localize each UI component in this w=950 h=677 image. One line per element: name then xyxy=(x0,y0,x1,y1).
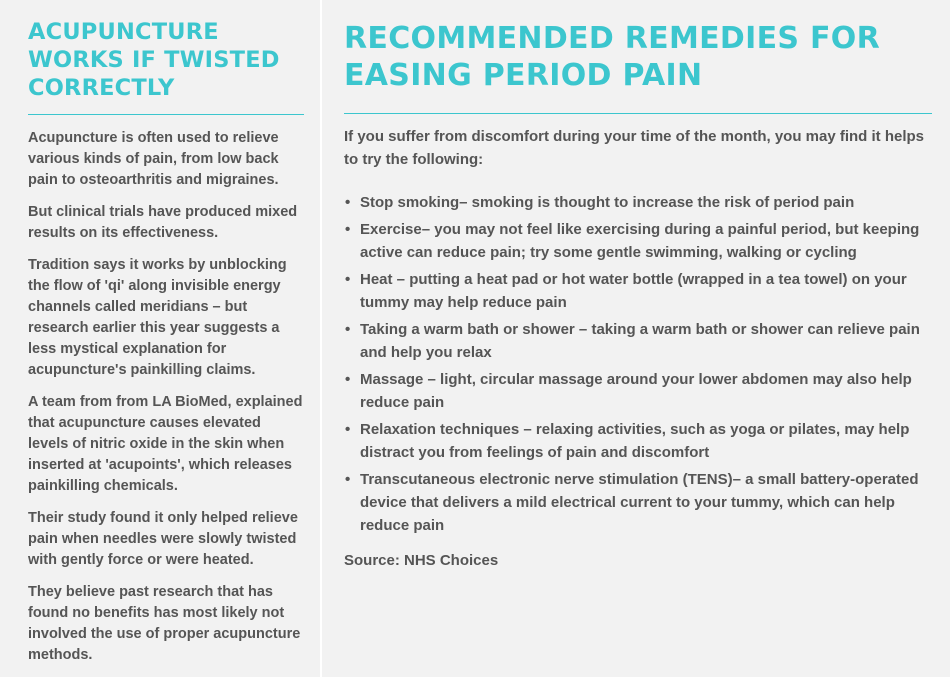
list-item-text: Heat – putting a heat pad or hot water bottle (wrapped in a tea towel) on your tummy may help reduce pain xyxy=(360,271,907,311)
intro-text: If you suffer from discomfort during your time of the month, you may find it helps to try the following: xyxy=(344,128,925,168)
sidebar-panel xyxy=(0,0,320,677)
sidebar-paragraph: Acupuncture is often used to relieve various kinds of pain, from low back pain to osteoarthritis and migraines. xyxy=(28,130,279,188)
sidebar-paragraph: They believe past research that has found no benefits has most likely not involved the use of proper acupuncture methods. xyxy=(28,584,301,663)
list-item-text: Transcutaneous electronic nerve stimulation (TENS)– a small battery-operated device that delivers a mild electrical current to your tummy, which can help reduce pain xyxy=(360,471,919,534)
bullet-icon: • xyxy=(345,221,351,238)
sidebar-divider xyxy=(28,114,304,115)
sidebar-paragraph: But clinical trials have produced mixed results on its effectiveness. xyxy=(28,204,298,241)
main-content xyxy=(344,20,932,572)
bullet-icon: • xyxy=(345,194,351,211)
bullet-icon: • xyxy=(345,421,351,438)
bullet-icon: • xyxy=(345,471,351,488)
source-credit: Source: NHS Choices xyxy=(344,552,499,569)
sidebar-paragraph: A team from from LA BioMed, explained that acupuncture causes elevated levels of nitric oxide in the skin when inserted at 'acupoints', which releases painkilling chemicals. xyxy=(28,394,303,494)
list-item-text: Relaxation techniques – relaxing activities, such as yoga or pilates, may help distract you from feelings of pain and discomfort xyxy=(360,421,910,461)
list-item xyxy=(344,318,932,364)
sidebar-paragraph: Their study found it only helped relieve pain when needles were slowly twisted with gently force or were heated. xyxy=(28,510,298,568)
title-divider xyxy=(344,113,932,114)
list-item xyxy=(344,418,932,464)
list-item xyxy=(344,368,932,414)
list-item xyxy=(344,191,932,214)
remedies-list xyxy=(344,191,932,537)
sidebar-body xyxy=(28,128,304,666)
sidebar-content xyxy=(28,18,304,677)
list-item-text: Taking a warm bath or shower – taking a warm bath or shower can relieve pain and help you relax xyxy=(360,321,920,361)
bullet-icon: • xyxy=(345,321,351,338)
page-title: RECOMMENDED REMEDIES FOR EASING PERIOD PAIN xyxy=(344,21,881,93)
bullet-icon: • xyxy=(345,371,351,388)
list-item-text: Exercise– you may not feel like exercising during a painful period, but keeping active can reduce pain; try some gentle swimming, walking or cycling xyxy=(360,221,920,261)
list-item xyxy=(344,218,932,264)
bullet-icon: • xyxy=(345,271,351,288)
sidebar-heading: ACUPUNCTURE WORKS IF TWISTED CORRECTLY xyxy=(28,19,280,101)
main-panel xyxy=(322,0,950,677)
list-item-text: Massage – light, circular massage around your lower abdomen may also help reduce pain xyxy=(360,371,912,411)
list-item-text: Stop smoking– smoking is thought to increase the risk of period pain xyxy=(360,194,855,211)
sidebar-paragraph: Tradition says it works by unblocking the flow of 'qi' along invisible energy channels called meridians – but research earlier this year suggests a less mystical explanation for acupuncture's painkilling claims. xyxy=(28,257,287,378)
list-item xyxy=(344,268,932,314)
list-item xyxy=(344,468,932,537)
